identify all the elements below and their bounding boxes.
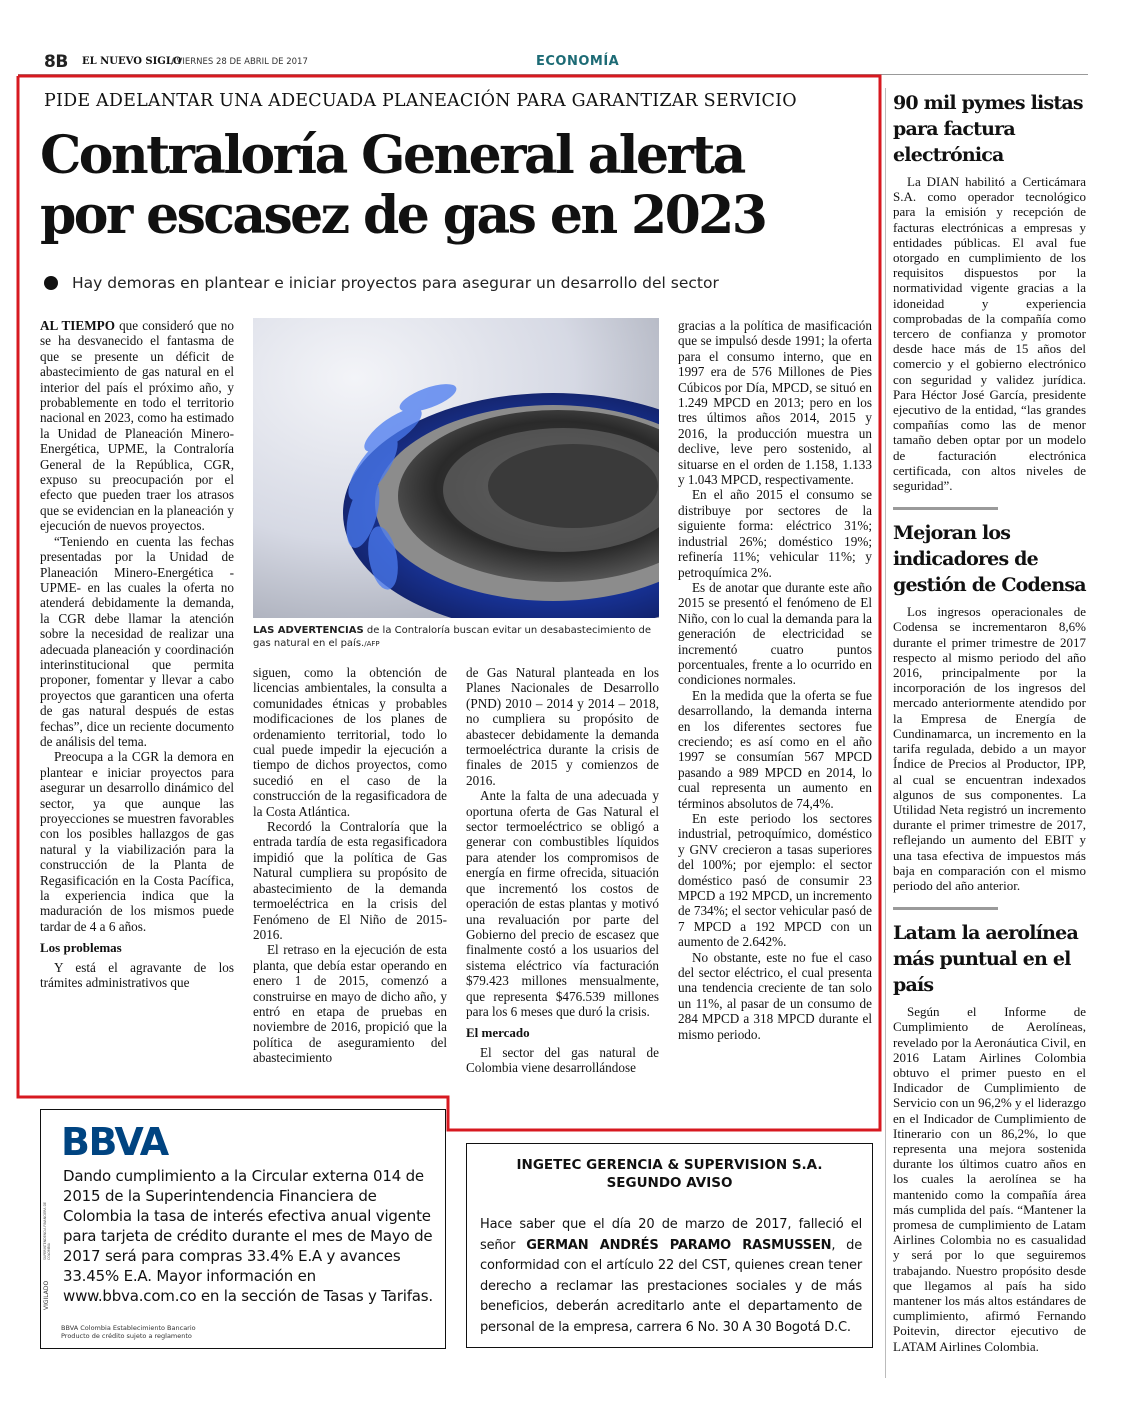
bbva-footer-line: BBVA Colombia Establecimiento Bancario [61,1324,196,1332]
issue-date: / VIERNES 28 DE ABRIL DE 2017 [171,57,308,67]
sidebar-story-3-text: Según el Informe de Cumplimiento de Aerolíneas, revelado por la Aeronáutica Civil, en 2016 Latam Airlines Colombia obtuvo el primer puesto en el Indicador de Cumplimiento de Servicio con un 96,2% y el liderazgo en el Indicador de Cumplimiento de Itinerario con un 86,2%, lo que representa una mejora sostenida durante los últimos cuatro años en los cuales la aerolínea se ha mantenido como la compañía área más cumplida del país. “Mantener la promesa de cumplimiento de Latam Airlines Colombia no es casualidad y será por lo que seguiremos trabajando. Nuestro propósito desde que llegamos al país ha sido mantener los más altos estándares de cumplimiento, afirmó Fernando Poitevin, director ejecutivo de LATAM Airlines Colombia. [893,1004,1086,1354]
subhead-mercado: El mercado [466,1025,530,1041]
notice-title [467,1156,872,1192]
sidebar-story-2-title: Mejoran los indicadores de gestión de Codensa [893,522,1086,597]
col2-paragraph: siguen, como la obtención de licencias ambientales, la consulta a comunidades étnicas y probables modificaciones de los planes de ordenamiento territorial, todo lo cual puede impedir la ejecución a tiempo de dichos proyectos, como sucedió en el caso de la construcción de la regasificadora de la Costa Atlántica. [253,665,447,819]
col4-paragraph: En este periodo los sectores industrial, petroquímico, doméstico y GNV crecieron a tasas superiores del 100%; por ejemplo: el sector doméstico pasó de consumir 23 MPCD a 192 MPCD, un incremento de 734%; el sector vehicular pasó de 7 MPCD a 192 MPCD con un aumento de 2.642%. [678,811,872,950]
sidebar-rule [893,907,998,910]
col1-paragraph: Preocupa a la CGR la demora en plantear e iniciar proyectos para asegurar un desarrollo dinámico del sector, ya que aunque las proyecciones se muestren favorables con los posibles hallazgos de gas natural y la viabilización para la construcción de la Planta de Regasificación en la Costa Pacífica, la experiencia indica que la maduración de los mismos puede tardar de 4 a 6 años. [40,749,234,934]
bbva-ad-text: Dando cumplimiento a la Circular externa 014 de 2015 de la Superintendencia Financiera de Colombia la tasa de interés efectiva anual vigente para tarjeta de crédito durante el mes de Mayo de 2017 será para compras 33.4% E.A y avances 33.45% E.A. Mayor información en www.bbva.com.co en la sección de Tasas y Tarifas. [63,1167,433,1305]
ingetec-notice [466,1143,873,1348]
caption-lead: LAS ADVERTENCIAS [253,625,364,636]
deceased-name: GERMAN ANDRÉS PARAMO RASMUSSEN [526,1237,832,1253]
bbva-ad [40,1109,446,1349]
article-column-3 [466,665,659,1076]
notice-body [480,1215,862,1338]
col1-paragraph: que consideró que no se ha desvanecido el fantasma de que se presente un déficit de abastecimiento de gas natural en el interior del país el próximo año, y probablemente en todo el territorio nacional en 2023, como ha estimado la Unidad de Planeación Minero-Energética, UPME, la Contraloría General de la República, CGR, expuso su preocupación por el efecto que pueden traer los atrasos que se evidencian en la planeación y ejecución de nuevos proyectos. [40,318,234,534]
notice-title-line-1: INGETEC GERENCIA & SUPERVISION S.A. [516,1157,823,1173]
article-deck: Hay demoras en plantear e iniciar proyectos para asegurar un desarrollo del sector [72,274,719,292]
notice-text: , de conformidad con el artículo 22 del CST, quienes crean tener derecho a reclamar las prestaciones sociales y de más beneficios, deberán acreditarlo ante el departamento de personal de la empresa, carrera 6 No. 30 A 30 Bogotá D.C. [480,1237,863,1335]
sidebar [893,90,1086,1354]
col3-paragraph: Ante la falta de una adecuada y oportuna oferta de Gas Natural el sector termoeléctrico se obligó a generar con combustibles líquidos para atender los compromisos de energía en firme ofrecida, situación que incrementó los costos de operación de estas plantas y motivó una revaluación por parte del Gobierno del precio de escasez que finalmente costó a los usuarios del sistema eléctrico vía facturación $79.423 millones mensualmente, que representa $476.539 millones para los 6 meses que duró la crisis. [466,788,659,1019]
vigilado-label: VIGILADO [43,1280,50,1310]
col2-paragraph: El retraso en la ejecución de esta planta, que debía estar operando en enero 1 de 2015, comenzó a construirse en mayo de dicho año, y entró en etapa de pruebas en noviembre de 2016, propició que la política de aseguramiento del abastecimiento [253,942,447,1066]
caption-text: de la Contraloría buscan evitar un desabastecimiento de gas natural en el país. [253,625,652,649]
col3-paragraph: de Gas Natural planteada en los Planes Nacionales de Desarrollo (PND) 2010 – 2014 y 2014 – 2018, no cumpliera su propósito de abastecer debidamente la demanda termoeléctrica durante la crisis de finales de 2015 y comienzos de 2016. [466,665,659,788]
col4-paragraph: En la medida que la oferta se fue desarrollando, la demanda interna en los diferentes sectores fue creciendo; es así como en el año 1997 se consumían 567 MPCD pasando a 989 MPCD en 2014, lo cual representa un aumento en términos absolutos de 74,4%. [678,687,872,811]
section-label: ECONOMÍA [536,54,620,69]
lead-in: AL TIEMPO [40,318,115,333]
notice-title-line-2: SEGUNDO AVISO [606,1175,733,1191]
sidebar-story-3-title: Latam la aerolínea más puntual en el país [893,922,1078,997]
col4-paragraph: En el año 2015 el consumo se distribuye por sectores de la siguiente forma: eléctrico 31%; industrial 26%; doméstico 19%; refinería 11%; vehicular 11%; y petroquímica 2%. [678,487,872,580]
col4-paragraph: No obstante, este no fue el caso del sector eléctrico, el cual presenta una tendencia creciente de tan solo un 11%, al pasar de un consumo de 284 MPCD a 318 MPCD durante el mismo periodo. [678,949,872,1042]
superfinanciera-label: SUPERINTENDENCIA FINANCIERA DE COLOMBIA [43,1201,51,1260]
publication-name: EL NUEVO SIGLO [82,56,182,67]
article-headline [40,126,765,246]
photo-caption [253,624,659,651]
gas-burner-photo [253,318,659,618]
col4-paragraph: gracias a la política de masificación que se impulsó desde 1991; la oferta para el consumo interno, que en 1997 era de 576 Millones de Pies Cúbicos por Día, MPCD, se situó en 1.249 MPCD en 2013; pero en los tres últimos años 2014, 2015 y 2016, la producción muestra un declive, leve pero sostenido, al situarse en el orden de 1.158, 1.133 y 1.043 MPCD, respectivamente. [678,318,872,488]
article-column-4 [678,318,872,1042]
col4-paragraph: Es de anotar que durante este año 2015 se presentó el fenómeno de El Niño, con lo cual la demanda para la generación de electricidad se incrementó cuatro puntos porcentuales, frente a lo ocurrido en condiciones normales. [678,579,872,688]
sidebar-story-1-text: La DIAN habilitó a Certicámara S.A. como operador tecnológico para la emisión y recepción de facturas electrónicas a empresas y entidades públicas. El aval fue otorgado en cumplimiento de los requisitos dispuestos por la normatividad vigente gracias a la idoneidad y experiencia comprobadas de la compañía como tercero de confianza y promotor desde hace más de 15 años del comercio y el gobierno electrónico con seguridad y validez jurídica. Para Héctor José García, presidente ejecutivo de la entidad, “las grandes compañías como las de menor tamaño deben optar por un modelo de facturación electrónica certificada, con altos niveles de seguridad”. [893,174,1086,494]
subhead-problemas: Los problemas [40,940,122,956]
headline-line-1: Contraloría General alerta [40,125,744,186]
col2-paragraph: Recordó la Contraloría que la entrada tardía de esta regasificadora impidió que la política de Gas Natural cumpliera su propósito de abastecimiento de la demanda termoeléctrica en la crisis del Fenómeno de El Niño de 2015-2016. [253,819,447,942]
gas-flame-illustration [253,318,659,618]
sidebar-divider [885,88,886,1378]
photo-credit: /AFP [364,640,380,648]
sidebar-rule [893,507,998,510]
sidebar-story-2-text: Los ingresos operacionales de Codensa se incrementaron 8,6% durante el primer trimestre de 2017 respecto al mismo periodo del año 2016, principalmente por la incorporación de los ingresos del mercado anteriormente atendido por la Empresa de Energía de Cundinamarca, un incremento en la tarifa regulada, debido a un mayor Índice de Precios al Productor, IPP, al cual se encuentran indexados algunos de sus componentes. La Utilidad Neta registró un incremento durante el primer trimestre de 2017, reflejando un aumento del EBIT y una tasa efectiva de impuestos más baja en comparación con el mismo periodo del año anterior. [893,604,1086,893]
sidebar-story-1-title: 90 mil pymes listas para factura electrónica [893,92,1083,166]
page-number: 8B [44,52,68,72]
article-kicker: PIDE ADELANTAR UNA ADECUADA PLANEACIÓN PARA GARANTIZAR SERVICIO [44,91,797,111]
col3-paragraph: El sector del gas natural de Colombia viene desarrollándose [466,1044,659,1076]
notice-text: Hace saber que el día 20 de marzo de 2017, falleció el señor [480,1217,862,1253]
col1-paragraph: Y está el agravante de los trámites administrativos que [40,959,234,991]
bbva-footer [61,1324,196,1340]
article-column-2 [253,665,447,1066]
col1-paragraph: “Teniendo en cuenta las fechas presentadas por la Unidad de Planeación Minero-Energética -UPME- en las cuales la oferta no atenderá debidamente la demanda, la CGR debe llamar la atención sobre la necesidad de realizar una adecuada planeación y coordinación interinstitucional que permita proponer, fomentar y llevar a cabo proyectos que garanticen una oferta de gas natural después de estas fechas”, dice un reciente documento de análisis del tema. [40,533,234,749]
article-column-1 [40,318,234,990]
headline-line-2: por escasez de gas en 2023 [40,185,766,246]
bbva-logo: BBVA [61,1120,168,1164]
bbva-footer-line: Producto de crédito sujeto a reglamento [61,1332,192,1340]
deck-bullet-icon [44,276,58,290]
